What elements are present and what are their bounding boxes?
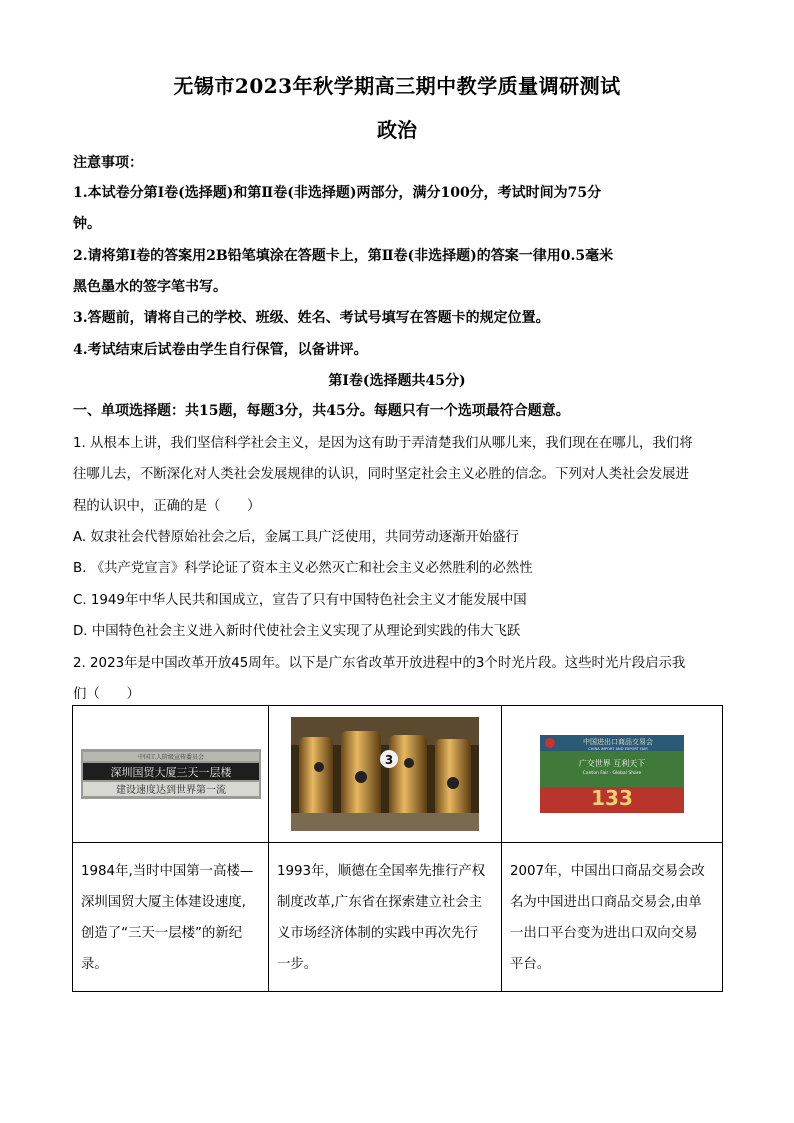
factory-photo	[291, 717, 479, 831]
fair-slogan-english: Canton Fair · Global Share	[582, 771, 642, 776]
fair-slogan: 广交世界 互利天下	[578, 759, 646, 768]
tank-number: 3	[384, 753, 394, 767]
page-title: 无锡市2023年秋学期高三期中教学质量调研测试	[173, 74, 621, 98]
part1-heading: 第Ⅰ卷(选择题共45分)	[328, 373, 466, 389]
canton-fair-photo	[540, 735, 684, 813]
notice-item: 黑色墨水的签字笔书写。	[73, 279, 227, 295]
notice-item: 3.答题前，请将自己的学校、班级、姓名、考试号填写在答题卡的规定位置。	[73, 310, 550, 326]
notice-item: 4.考试结束后试卷由学生自行保管，以备讲评。	[73, 342, 368, 358]
question-1-option-b: B. 《共产党宣言》科学论证了资本主义必然灭亡和社会主义必然胜利的必然性	[73, 561, 533, 576]
image-cell-1984	[73, 706, 269, 843]
image-cell-1993	[269, 706, 502, 843]
text-cell-1984	[73, 843, 269, 992]
fair-name-text: 中国进出口商品交易会	[583, 738, 653, 746]
question-2-line: 2. 2023年是中国改革开放45周年。以下是广东省改革开放进程中的3个时光片段。这些时光片段启示我	[73, 656, 686, 671]
question-2-line: 们（ ）	[73, 687, 140, 702]
guomao-sign-photo	[81, 749, 261, 799]
sign-top-text: 中国工人阶级宣传委员会	[137, 754, 204, 761]
session-number: 133	[591, 786, 633, 810]
image-cell-2007	[502, 706, 723, 843]
notice-heading: 注意事项：	[73, 155, 143, 171]
cell-text-1984: 1984年,当时中国第一高楼— 深圳国贸大厦主体建设速度, 创造了“三天一层楼”的新纪 录。	[81, 864, 254, 972]
notice-item: 1.本试卷分第Ⅰ卷(选择题)和第Ⅱ卷(非选择题)两部分，满分100分，考试时间为75分	[73, 185, 602, 201]
text-cell-1993	[269, 843, 502, 992]
fair-name-english: CHINA IMPORT AND EXPORT FAIR	[588, 747, 648, 751]
subject-title: 政治	[377, 118, 417, 142]
question-1-option-d: D. 中国特色社会主义进入新时代使社会主义实现了从理论到实践的伟大飞跃	[73, 624, 521, 639]
cell-text-2007: 2007年，中国出口商品交易会改 名为中国进出口商品交易会,由单 一出口平台变为进出口双向交易 平台。	[510, 864, 705, 972]
sign-main-text: 深圳国贸大厦三天一层楼	[110, 766, 231, 779]
question-1-option-a: A. 奴隶社会代替原始社会之后，金属工具广泛使用，共同劳动逐渐开始盛行	[73, 530, 519, 545]
question-1-line: 程的认识中，正确的是（ ）	[73, 499, 261, 514]
question-1-line: 往哪儿去，不断深化对人类社会发展规律的认识，同时坚定社会主义必胜的信念。下列对人类社会发展进	[73, 467, 689, 482]
text-cell-2007	[502, 843, 723, 992]
question-2-table	[72, 705, 723, 992]
notice-item: 2.请将第Ⅰ卷的答案用2B铅笔填涂在答题卡上，第Ⅱ卷(非选择题)的答案一律用0.5毫米	[73, 248, 614, 264]
section-heading: 一、单项选择题：共15题，每题3分，共45分。每题只有一个选项最符合题意。	[73, 403, 570, 419]
sign-sub-text: 建设速度达到世界第一流	[115, 785, 226, 796]
question-1-line: 1. 从根本上讲，我们坚信科学社会主义，是因为这有助于弄清楚我们从哪儿来，我们现在在哪儿，我们将	[73, 436, 693, 451]
cell-text-1993: 1993年，顺德在全国率先推行产权 制度改革,广东省在探索建立社会主 义市场经济体制的实践中再次先行 一步。	[277, 864, 486, 972]
notice-item: 钟。	[73, 216, 101, 232]
question-1-option-c: C. 1949年中华人民共和国成立，宣告了只有中国特色社会主义才能发展中国	[73, 593, 527, 608]
